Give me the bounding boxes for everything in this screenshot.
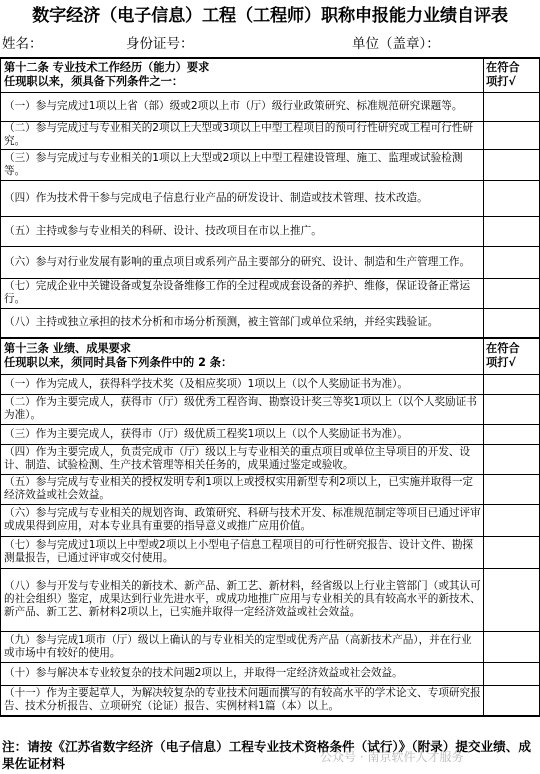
table-row	[1, 149, 540, 180]
section-12-heading: 第十二条 专业技术工作经历（能力）要求 任现职以来，须具备下列条件之一：	[1, 58, 484, 92]
table-row	[1, 424, 540, 444]
section-13-heading: 第十三条 业绩、成果要求 任现职以来，须同时具备下列条件中的 2 条：	[1, 338, 484, 374]
table-row	[1, 216, 540, 246]
table-row	[1, 180, 540, 216]
unit-seal-label: 单位（盖章）：	[352, 36, 440, 52]
criterion-text: （三）参与完成过与专业相关的1项以上大型或2项以上中型工程建设管理、施工、监理或试验检测等。	[1, 149, 484, 180]
criterion-text: （二）作为主要完成人，获得市（厅）级优秀工程咨询、勘察设计奖三等奖1项以上（以个人奖励证书为准）。	[1, 394, 484, 424]
criterion-text: （一）作为完成人，获得科学技术奖（及相应奖项）1项以上（以个人奖励证书为准）。	[1, 374, 484, 394]
criterion-text: （八）参与开发与专业相关的新技术、新产品、新工艺、新材料，经省级以上行业主管部门（或其认可的社会组织）鉴定，成果达到行业先进水平，或成功地推广应用与专业相关的具有较高水平的新技术、新产品、新工艺、新材料2项以上，已实施并取得一定经济效益或社会效益。	[1, 568, 484, 631]
criterion-text: （五）参与完成与专业相关的授权发明专利1项以上或授权实用新型专利2项以上，已实施并取得一定经济效益或社会效益。	[1, 474, 484, 504]
check-cell[interactable]	[484, 394, 540, 424]
table-row	[1, 278, 540, 308]
criterion-text: （七）参与完成过1项以上中型或2项以上小型电子信息工程项目的可行性研究报告、设计文件、勘探测量报告，已通过评审或交付使用。	[1, 536, 484, 568]
criterion-text: （十）参与解决本专业较复杂的技术问题2项以上，并取得一定经济效益或社会效益。	[1, 662, 484, 685]
check-cell[interactable]	[484, 121, 540, 149]
check-cell[interactable]	[484, 444, 540, 474]
criterion-text: （九）参与完成1项市（厅）级以上确认的与专业相关的定型或优秀产品（高新技术产品），并在行业或市场中有较好的使用。	[1, 631, 484, 662]
table-row	[1, 474, 540, 504]
check-cell[interactable]	[484, 685, 540, 716]
form-title: 数字经济（电子信息）工程（工程师）职称申报能力业绩自评表	[32, 6, 508, 26]
criterion-text: （六）参与对行业发展有影响的重点项目或系列产品主要部分的研究、设计、制造和生产管理工作。	[1, 246, 484, 278]
check-cell[interactable]	[484, 278, 540, 308]
check-cell[interactable]	[484, 504, 540, 536]
footer-note: 注：请按《江苏省数字经济（电子信息）工程专业技术资格条件（试行）》（附录）提交业绩、成果佐证材料	[2, 739, 531, 771]
criterion-text: （四）作为技术骨干参与完成电子信息行业产品的研发设计、制造或技术管理、技术改造。	[1, 180, 484, 216]
table-row	[1, 92, 540, 121]
table-row	[1, 444, 540, 474]
check-cell[interactable]	[484, 474, 540, 504]
table-row	[1, 536, 540, 568]
criterion-text: （六）参与完成与专业相关的规划咨询、政策研究、科研与技术开发、标准规范制定等项目已通过评审或成果得到应用，对本专业具有重要的指导意义或推广应用价值。	[1, 504, 484, 536]
criterion-text: （三）作为主要完成人，获得市（厅）级优质工程奖1项以上（以个人奖励证书为准）。	[1, 424, 484, 444]
check-cell[interactable]	[484, 536, 540, 568]
check-cell[interactable]	[484, 568, 540, 631]
table-row	[1, 246, 540, 278]
id-number-label: 身份证号：	[126, 36, 194, 52]
criterion-text: （二）参与完成过与专业相关的2项以上大型或3项以上中型工程项目的预可行性研究或工程可行性研究。	[1, 121, 484, 149]
table-row	[1, 308, 540, 338]
section-12-check-header: 在符合 项打√	[484, 58, 540, 92]
criterion-text: （十一）作为主要起草人，为解决较复杂的专业技术问题而撰写的有较高水平的学术论文、专项研究报告、技术分析报告、立项研究（论证）报告、实例材料1篇（本）以上。	[1, 685, 484, 716]
section-13-check-header: 在符合 项打√	[484, 338, 540, 374]
check-cell[interactable]	[484, 631, 540, 662]
table-row	[1, 631, 540, 662]
check-cell[interactable]	[484, 149, 540, 180]
table-row	[1, 662, 540, 685]
table-row	[1, 568, 540, 631]
criterion-text: （八）主持或独立承担的技术分析和市场分析预测，被主管部门或单位采纳，并经实践验证。	[1, 308, 484, 338]
table-row	[1, 685, 540, 716]
table-row	[1, 394, 540, 424]
table-row	[1, 121, 540, 149]
check-cell[interactable]	[484, 180, 540, 216]
criterion-text: （七）完成企业中关键设备或复杂设备维修工作的全过程或成套设备的养护、维修，保证设备正常运行。	[1, 278, 484, 308]
check-cell[interactable]	[484, 374, 540, 394]
check-cell[interactable]	[484, 662, 540, 685]
check-cell[interactable]	[484, 424, 540, 444]
check-cell[interactable]	[484, 246, 540, 278]
criterion-text: （四）作为主要完成人，负责完成市（厅）级以上与专业相关的重点项目或单位主导项目的开发、设计、制造、试验检测、生产技术管理等相关任务的，成果通过鉴定或验收。	[1, 444, 484, 474]
account-watermark: 公众号 · 南京软件人才服务	[320, 750, 464, 764]
section-13-header	[1, 338, 540, 374]
applicant-info-row	[0, 32, 540, 57]
section-12-header	[1, 58, 540, 92]
check-cell[interactable]	[484, 92, 540, 121]
criterion-text: （五）主持或参与专业相关的科研、设计、技改项目在市以上推广。	[1, 216, 484, 246]
name-label: 姓名：	[2, 36, 43, 52]
check-cell[interactable]	[484, 308, 540, 338]
table-row	[1, 504, 540, 536]
criterion-text: （一）参与完成过1项以上省（部）级或2项以上市（厅）级行业政策研究、标准规范研究课题等。	[1, 92, 484, 121]
table-row	[1, 374, 540, 394]
check-cell[interactable]	[484, 216, 540, 246]
self-evaluation-table	[0, 57, 540, 717]
